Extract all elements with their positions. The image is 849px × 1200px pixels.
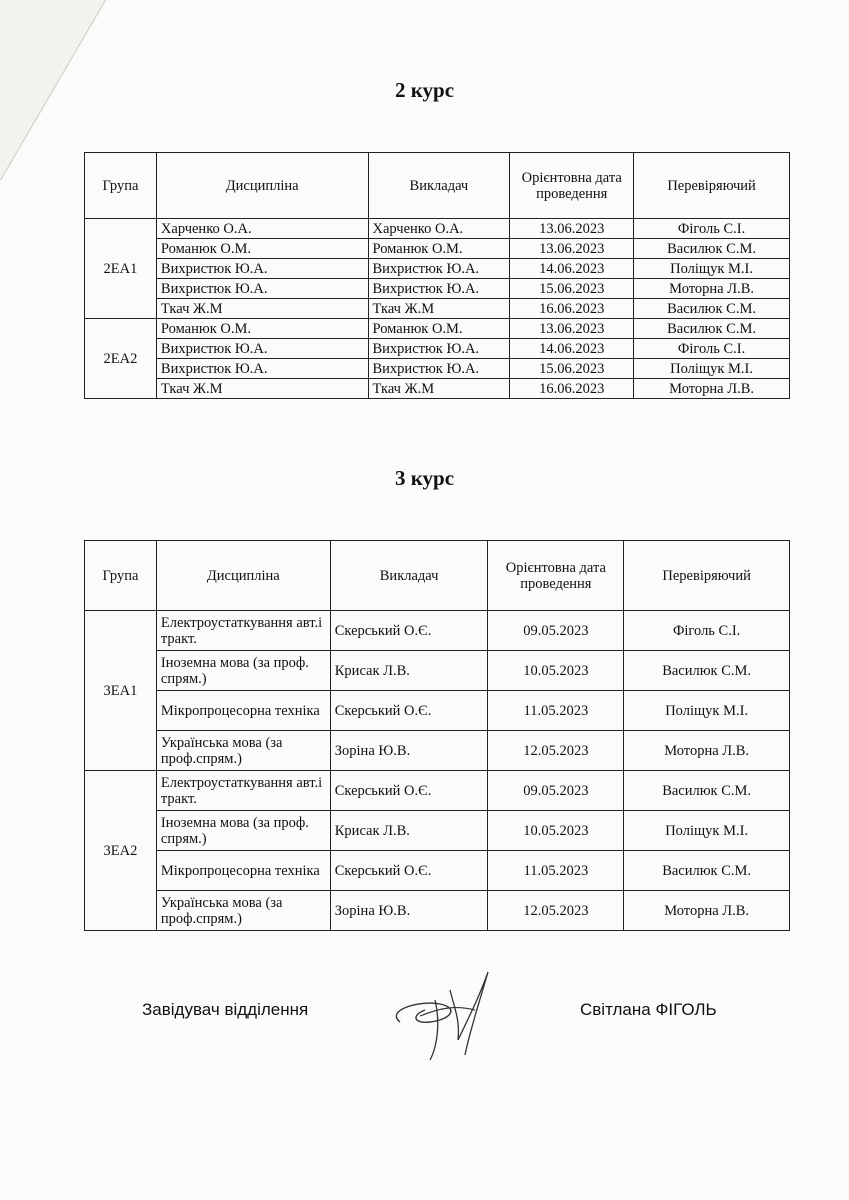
discipline-cell: Харченко О.А.: [156, 219, 368, 239]
date-cell: 13.06.2023: [510, 239, 634, 259]
teacher-cell: Харченко О.А.: [368, 219, 510, 239]
date-cell: 14.06.2023: [510, 339, 634, 359]
discipline-cell: Електроустаткування авт.і тракт.: [156, 611, 330, 651]
checker-cell: Фіголь С.І.: [634, 339, 790, 359]
table-row: [85, 811, 790, 851]
discipline-cell: Романюк О.М.: [156, 239, 368, 259]
header-date: Орієнтовна дата проведення: [488, 541, 624, 611]
table-row: [85, 611, 790, 651]
date-cell: 11.05.2023: [488, 691, 624, 731]
header-discipline: Дисципліна: [156, 153, 368, 219]
course-2-table: [84, 152, 790, 399]
discipline-cell: Вихристюк Ю.А.: [156, 359, 368, 379]
table-row: [85, 731, 790, 771]
discipline-cell: Ткач Ж.М: [156, 299, 368, 319]
signatory-position: Завідувач відділення: [142, 1000, 309, 1019]
teacher-cell: Ткач Ж.М: [368, 299, 510, 319]
course-3-title: 3 курс: [394, 466, 455, 490]
discipline-cell: Українська мова (за проф.спрям.): [156, 731, 330, 771]
checker-cell: Моторна Л.В.: [624, 731, 790, 771]
teacher-cell: Вихристюк Ю.А.: [368, 359, 510, 379]
table-row: [85, 771, 790, 811]
date-cell: 14.06.2023: [510, 259, 634, 279]
header-checker: Перевіряючий: [624, 541, 790, 611]
checker-cell: Поліщук М.І.: [634, 259, 790, 279]
group-cell: 3ЕА1: [85, 611, 157, 771]
discipline-cell: Мікропроцесорна техніка: [156, 691, 330, 731]
table-row: [85, 651, 790, 691]
date-cell: 15.06.2023: [510, 279, 634, 299]
checker-cell: Поліщук М.І.: [624, 811, 790, 851]
table-row: [85, 239, 790, 259]
course-3-table: [84, 540, 790, 931]
table-row: [85, 219, 790, 239]
header-checker: Перевіряючий: [634, 153, 790, 219]
discipline-cell: Іноземна мова (за проф. спрям.): [156, 811, 330, 851]
teacher-cell: Скерський О.Є.: [330, 851, 488, 891]
checker-cell: Василюк С.М.: [634, 319, 790, 339]
table-row: [85, 691, 790, 731]
teacher-cell: Вихристюк Ю.А.: [368, 279, 510, 299]
date-cell: 09.05.2023: [488, 771, 624, 811]
date-cell: 13.06.2023: [510, 219, 634, 239]
teacher-cell: Зоріна Ю.В.: [330, 891, 488, 931]
checker-cell: Фіголь С.І.: [624, 611, 790, 651]
checker-cell: Поліщук М.І.: [624, 691, 790, 731]
date-cell: 16.06.2023: [510, 299, 634, 319]
date-cell: 11.05.2023: [488, 851, 624, 891]
teacher-cell: Вихристюк Ю.А.: [368, 339, 510, 359]
group-cell: 3ЕА2: [85, 771, 157, 931]
group-cell: 2ЕА2: [85, 319, 157, 399]
discipline-cell: Вихристюк Ю.А.: [156, 259, 368, 279]
table-row: [85, 299, 790, 319]
date-cell: 16.06.2023: [510, 379, 634, 399]
checker-cell: Фіголь С.І.: [634, 219, 790, 239]
table-row: [85, 319, 790, 339]
table-row: [85, 891, 790, 931]
discipline-cell: Ткач Ж.М: [156, 379, 368, 399]
discipline-cell: Іноземна мова (за проф. спрям.): [156, 651, 330, 691]
group-cell: 2ЕА1: [85, 219, 157, 319]
table-header-row: [85, 541, 790, 611]
teacher-cell: Зоріна Ю.В.: [330, 731, 488, 771]
teacher-cell: Романюк О.М.: [368, 319, 510, 339]
discipline-cell: Вихристюк Ю.А.: [156, 279, 368, 299]
header-teacher: Викладач: [368, 153, 510, 219]
table-row: [85, 359, 790, 379]
date-cell: 12.05.2023: [488, 891, 624, 931]
date-cell: 09.05.2023: [488, 611, 624, 651]
discipline-cell: Мікропроцесорна техніка: [156, 851, 330, 891]
teacher-cell: Крисак Л.В.: [330, 811, 488, 851]
course-2-title: 2 курс: [394, 78, 455, 102]
header-teacher: Викладач: [330, 541, 488, 611]
table-header-row: [85, 153, 790, 219]
teacher-cell: Скерський О.Є.: [330, 691, 488, 731]
header-date: Орієнтовна дата проведення: [510, 153, 634, 219]
discipline-cell: Романюк О.М.: [156, 319, 368, 339]
discipline-cell: Українська мова (за проф.спрям.): [156, 891, 330, 931]
checker-cell: Василюк С.М.: [624, 771, 790, 811]
checker-cell: Василюк С.М.: [624, 851, 790, 891]
table-row: [85, 279, 790, 299]
checker-cell: Моторна Л.В.: [634, 279, 790, 299]
teacher-cell: Вихристюк Ю.А.: [368, 259, 510, 279]
header-group: Група: [85, 153, 157, 219]
checker-cell: Василюк С.М.: [634, 239, 790, 259]
date-cell: 12.05.2023: [488, 731, 624, 771]
handwritten-signature: [380, 960, 500, 1070]
teacher-cell: Скерський О.Є.: [330, 611, 488, 651]
checker-cell: Моторна Л.В.: [634, 379, 790, 399]
date-cell: 10.05.2023: [488, 811, 624, 851]
header-group: Група: [85, 541, 157, 611]
table-row: [85, 339, 790, 359]
teacher-cell: Скерський О.Є.: [330, 771, 488, 811]
discipline-cell: Вихристюк Ю.А.: [156, 339, 368, 359]
teacher-cell: Романюк О.М.: [368, 239, 510, 259]
teacher-cell: Ткач Ж.М: [368, 379, 510, 399]
signatory-name: Світлана ФІГОЛЬ: [580, 1000, 717, 1019]
checker-cell: Моторна Л.В.: [624, 891, 790, 931]
table-row: [85, 851, 790, 891]
date-cell: 15.06.2023: [510, 359, 634, 379]
teacher-cell: Крисак Л.В.: [330, 651, 488, 691]
table-row: [85, 259, 790, 279]
date-cell: 10.05.2023: [488, 651, 624, 691]
checker-cell: Василюк С.М.: [634, 299, 790, 319]
checker-cell: Василюк С.М.: [624, 651, 790, 691]
checker-cell: Поліщук М.І.: [634, 359, 790, 379]
date-cell: 13.06.2023: [510, 319, 634, 339]
discipline-cell: Електроустаткування авт.і тракт.: [156, 771, 330, 811]
table-row: [85, 379, 790, 399]
header-discipline: Дисципліна: [156, 541, 330, 611]
